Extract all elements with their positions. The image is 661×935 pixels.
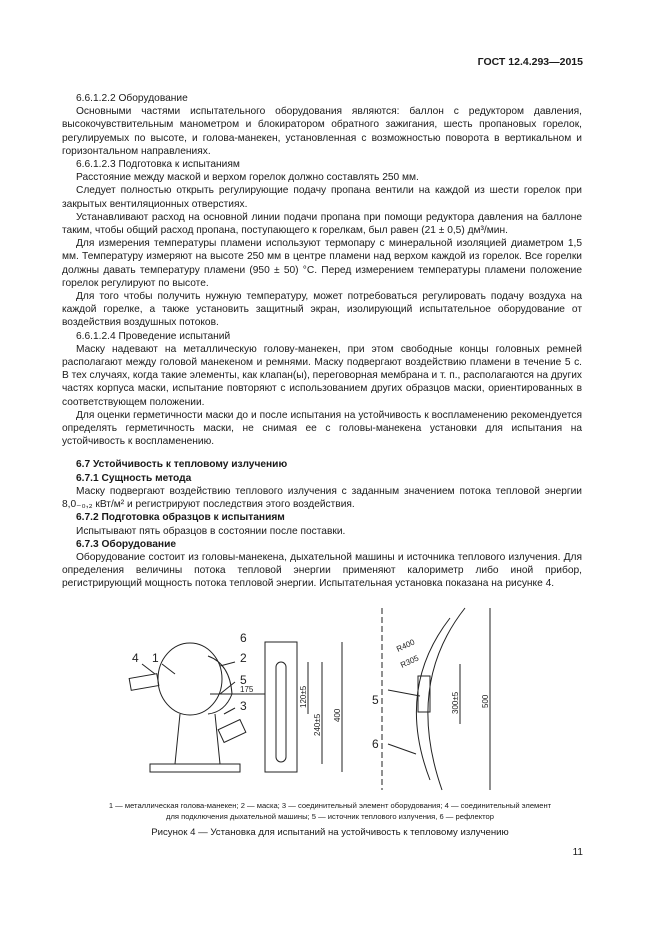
- dim-120: 120±5: [299, 685, 308, 708]
- label-1: 1: [152, 651, 159, 665]
- page-number: 11: [572, 847, 583, 858]
- label-3: 3: [240, 699, 247, 713]
- paragraph: Испытывают пять образцов в состоянии после поставки.: [76, 525, 346, 537]
- document-body: [62, 92, 582, 591]
- paragraph: Для оценки герметичности маски до и после испытания на устойчивость к воспламенению рекомендуется определять герметичность маски, не снимая ее с головы-манекена установки для испытания на устойчивость к воспламенению.: [62, 409, 582, 448]
- label-5-plan: 5: [372, 693, 379, 707]
- section-heading: 6.7 Устойчивость к тепловому излучению: [76, 459, 288, 471]
- dim-300: 300±5: [451, 691, 460, 714]
- paragraph: 6.6.1.2.3 Подготовка к испытаниям: [76, 159, 240, 171]
- paragraph: Оборудование состоит из головы-манекена, дыхательной машины и источника теплового излучения. Для определения величины потока тепловой энергии применяют калориметр либо иной прибор, регистрирующий мощность потока тепловой энергии. Испытательная установка показана на рисунке 4.: [62, 551, 582, 590]
- paragraph: Маску надевают на металлическую голову-манекен, при этом свободные концы головных ремней располагают между головой манекеном и ремнями. Маску подвергают воздействию пламени в течение 5 с. В тех случаях, когда такие элементы, как клапан(ы), переговорная мембрана и т. п., располагаются на других частях корпуса маски, испытание повторяют с использованием других образцов маски, ориентированных в соответствующем положении.: [62, 343, 582, 408]
- paragraph: Основными частями испытательного оборудования являются: баллон с редуктором давления, высокочувствительным манометром и блокиратором обратного зажигания, шесть пропановых горелок, регулируемых по высоте, и голова-манекен, установленная с возможностью поворота в вертикальном и горизонтальном направлениях.: [62, 106, 582, 157]
- dim-r305: R305: [399, 653, 421, 670]
- breathing-connector: [129, 674, 159, 691]
- subsection-heading: 6.7.2 Подготовка образцов к испытаниям: [76, 512, 285, 524]
- subsection-heading: 6.7.3 Оборудование: [76, 538, 176, 550]
- figure-legend: [40, 800, 620, 822]
- heat-source-arc: [416, 618, 450, 780]
- base-plate: [150, 764, 240, 772]
- paragraph: Следует полностью открыть регулирующие подачу пропана вентили на каждой из шести горелок при закрытых вентиляционных отверстиях.: [62, 185, 582, 210]
- paragraph: Для измерения температуры пламени используют термопару с минеральной изоляцией диаметром 1,5 мм. Температуру измеряют на высоте 250 мм в центре пламени над верхом каждой из горелок. Все горелки должны давать температуру пламени (950 ± 50) °С. Перед измерением температуры пламени положение горелок регулируют по высоте.: [62, 238, 582, 289]
- paragraph: 6.6.1.2.4 Проведение испытаний: [76, 330, 231, 342]
- paragraph: Расстояние между маской и верхом горелок должно составлять 250 мм.: [76, 172, 419, 184]
- paragraph: Для того чтобы получить нужную температуру, может потребоваться регулировать подачу воздуха на каждой горелке, а также установить защитный экран, изолирующий испытательное оборудование от воздействия воздушных потоков.: [62, 291, 582, 329]
- paragraph: Маску подвергают воздействию теплового излучения с заданным значением потока тепловой энергии 8,0₋₀,₂ кВт/м² и регистрируют последствия этого воздействия.: [62, 485, 582, 511]
- subsection-heading: 6.7.1 Сущность метода: [76, 472, 192, 484]
- heat-source: [276, 662, 286, 762]
- mannequin-stand: [175, 714, 220, 764]
- label-6-plan: 6: [372, 737, 379, 751]
- label-6: 6: [240, 631, 247, 645]
- paragraph: Устанавливают расход на основной линии подачи пропана при помощи редуктора давления на баллоне таким, чтобы общий расход пропана, поступающего к горелкам, был равен (21 ± 0,5) дм³/мин.: [62, 211, 582, 237]
- mannequin-head: [158, 643, 222, 715]
- dim-r400: R400: [395, 637, 417, 654]
- connector-element: [218, 720, 246, 743]
- dim-175: 175: [240, 685, 254, 694]
- dim-240: 240±5: [313, 713, 322, 736]
- figure-4-diagram: [120, 604, 590, 794]
- figure-caption: Рисунок 4 — Установка для испытаний на устойчивость к тепловому излучению: [151, 827, 509, 838]
- legend-line: 1 — металлическая голова-манекен; 2 — маска; 3 — соединительный элемент оборудования; 4 — соединительный элемент: [108, 801, 552, 810]
- paragraph: 6.6.1.2.2 Оборудование: [76, 93, 188, 104]
- label-5: 5: [240, 673, 247, 687]
- dim-500: 500: [481, 694, 490, 708]
- legend-line: для подключения дыхательной машины; 5 — источник теплового излучения, 6 — рефлектор: [166, 812, 494, 821]
- label-2: 2: [240, 651, 247, 665]
- dim-400: 400: [333, 708, 342, 722]
- label-4: 4: [132, 651, 139, 665]
- document-header: ГОСТ 12.4.293—2015: [477, 56, 583, 68]
